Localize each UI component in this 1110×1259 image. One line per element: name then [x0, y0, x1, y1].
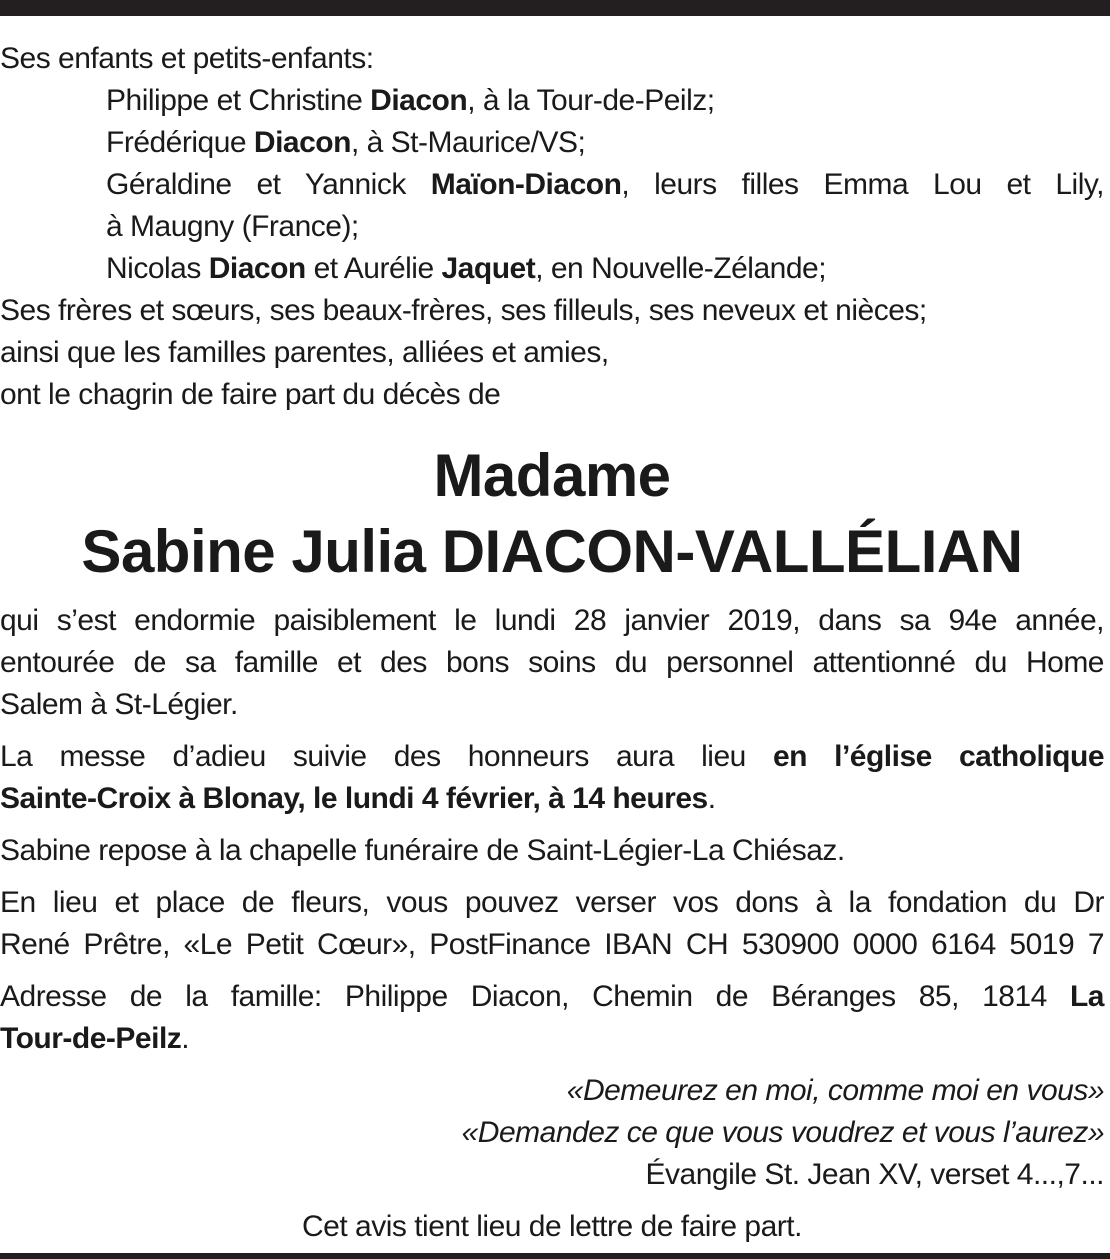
deceased-name: Sabine Julia DIACON-VALLÉLIAN [81, 518, 1023, 585]
passing-line-3: Salem à St-Légier. [0, 688, 238, 721]
spacer [0, 820, 1104, 830]
deceased-title: Madame [433, 442, 671, 509]
mass-datetime: Sainte-Croix à Blonay, le lundi 4 février, à 14 heures [0, 782, 708, 815]
passing-line-1: qui s’est endormie paisiblement le lundi 28 janvier 2019, dans sa 94e année, [0, 604, 1104, 637]
relatives-line-2: ainsi que les familles parentes, alliées et amies, [0, 336, 609, 369]
text: . [181, 1022, 190, 1055]
surname: Jaquet [441, 252, 536, 285]
relatives-line-1: Ses frères et sœurs, ses beaux-frères, ses filleuls, ses neveux et nièces; [0, 294, 927, 327]
spacer [0, 872, 1104, 882]
spacer [0, 1060, 1104, 1070]
family-line-1 [0, 80, 1104, 122]
passing-line-2: entourée de sa famille et des bons soins du personnel attentionné du Home [0, 646, 1104, 679]
quote-line-1: «Demeurez en moi, comme moi en vous» [566, 1074, 1104, 1107]
family-line-3 [0, 164, 1104, 206]
surname: Maïon-Diacon [430, 168, 622, 201]
text: Adresse de la famille: Philippe Diacon, Chemin de Béranges 85, 1814 [0, 980, 1070, 1013]
text: Géraldine et Yannick [106, 168, 431, 201]
donation-line-2: René Prêtre, «Le Petit Cœur», PostFinance IBAN CH 530900 0000 6164 5019 7 [0, 928, 1104, 961]
text: , à la Tour-de-Peilz; [467, 84, 715, 117]
text: Philippe et Christine [106, 84, 371, 117]
mass-line-1 [0, 736, 1104, 778]
address-line-1 [0, 976, 1104, 1018]
text: et Aurélie [305, 252, 442, 285]
text: , à St-Maurice/VS; [350, 126, 586, 159]
mass-line-2 [0, 778, 1104, 820]
deceased-heading [0, 438, 1104, 590]
spacer [0, 966, 1104, 976]
mass-location: en l’église catholique [772, 740, 1104, 773]
family-line-4: à Maugny (France); [106, 210, 359, 243]
text: , leurs filles Emma Lou et Lily, [621, 168, 1104, 201]
text: La messe d’adieu suivie des honneurs aura lieu [0, 740, 773, 773]
quote-line-2: «Demandez ce que vous voudrez et vous l’aurez» [461, 1116, 1104, 1149]
obituary-notice [0, 38, 1104, 1248]
spacer [0, 1196, 1104, 1206]
family-intro: Ses enfants et petits-enfants: [0, 42, 374, 75]
surname: Diacon [208, 252, 306, 285]
address-city: La [1069, 980, 1104, 1013]
rest-location: Sabine repose à la chapelle funéraire de Saint-Légier-La Chiésaz. [0, 834, 845, 867]
family-line-5 [0, 248, 1104, 290]
family-line-2 [0, 122, 1104, 164]
spacer [0, 590, 1104, 600]
relatives-line-3: ont le chagrin de faire part du décès de [0, 378, 501, 411]
quote-source: Évangile St. Jean XV, verset 4...,7... [645, 1158, 1104, 1191]
text: . [707, 782, 716, 815]
top-border-rule [0, 0, 1110, 16]
closing-note: Cet avis tient lieu de lettre de faire part. [302, 1210, 802, 1243]
text: Nicolas [106, 252, 209, 285]
surname: Diacon [370, 84, 468, 117]
spacer [0, 726, 1104, 736]
address-line-2 [0, 1018, 1104, 1060]
address-city: Tour-de-Peilz [0, 1022, 182, 1055]
text: Frédérique [106, 126, 254, 159]
donation-line-1: En lieu et place de fleurs, vous pouvez verser vos dons à la fondation du Dr [0, 886, 1104, 919]
bottom-border-rule [0, 1253, 1110, 1259]
text: , en Nouvelle-Zélande; [535, 252, 827, 285]
surname: Diacon [253, 126, 351, 159]
